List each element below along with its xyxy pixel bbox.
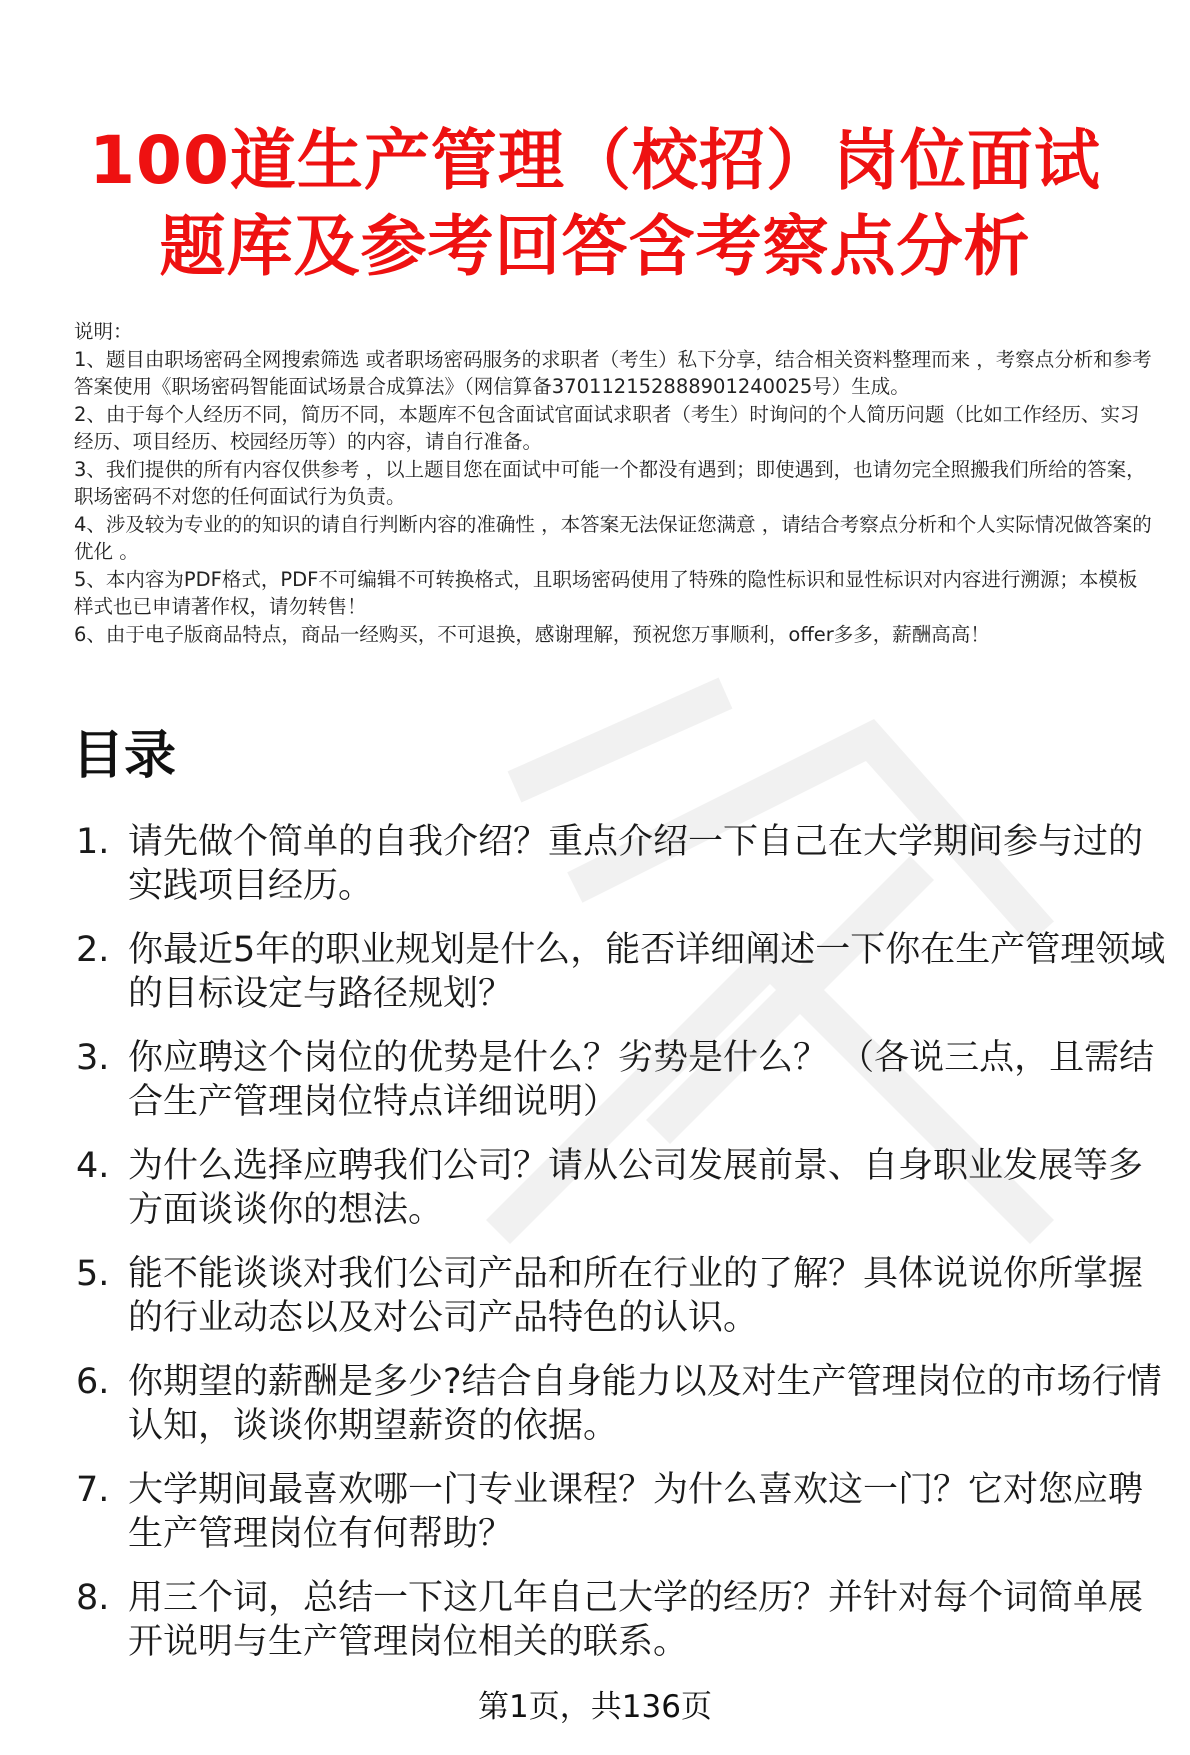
page-number: 第1页，共136页 xyxy=(478,1689,712,1725)
instruction-item: 4、涉及较为专业的的知识的请自行判断内容的准确性 ，本答案无法保证您满意 ，请结合考察点分析和个人实际情况做答案的优化 。 xyxy=(74,512,1152,563)
instruction-item: 3、我们提供的所有内容仅供参考 ，以上题目您在面试中可能一个都没有遇到；即使遇到，也请勿完全照搬我们所给的答案，职场密码不对您的任何面试行为负责。 xyxy=(74,457,1146,508)
instruction-item: 5、本内容为PDF格式，PDF不可编辑不可转换格式，且职场密码使用了特殊的隐性标识和显性标识对内容进行溯源；本模板样式也已申请著作权，请勿转售！ xyxy=(74,567,1138,618)
toc-item[interactable] xyxy=(76,1144,1166,1232)
toc-item-number: 8. xyxy=(76,1578,110,1618)
toc-item-text: 你应聘这个岗位的优势是什么？劣势是什么？ （各说三点，且需结合生产管理岗位特点详细说明） xyxy=(128,1038,1155,1122)
toc-item-text: 你最近5年的职业规划是什么，能否详细阐述一下你在生产管理领域的目标设定与路径规划？ xyxy=(128,930,1166,1014)
toc-item-number: 6. xyxy=(76,1362,110,1402)
toc-item-number: 7. xyxy=(76,1470,110,1510)
toc-item-text: 能不能谈谈对我们公司产品和所在行业的了解？具体说说你所掌握的行业动态以及对公司产品特色的认识。 xyxy=(128,1254,1144,1338)
toc-item-number: 2. xyxy=(76,930,110,970)
instruction-item: 2、由于每个人经历不同，简历不同，本题库不包含面试官面试求职者（考生）时询问的个人简历问题（比如工作经历、实习经历、项目经历、校园经历等）的内容，请自行准备。 xyxy=(74,402,1140,453)
toc-item-text: 用三个词，总结一下这几年自己大学的经历？并针对每个词简单展开说明与生产管理岗位相关的联系。 xyxy=(128,1578,1144,1662)
toc-item-number: 1. xyxy=(76,822,110,862)
document-title: 100道生产管理（校招）岗位面试题库及参考回答含考察点分析 xyxy=(89,122,1101,285)
toc-item[interactable] xyxy=(76,1468,1166,1556)
instruction-item: 1、题目由职场密码全网搜索筛选 或者职场密码服务的求职者（考生）私下分享，结合相关资料整理而来 ，考察点分析和参考答案使用《职场密码智能面试场景合成算法》（网信算备370112152888901240025号）生成。 xyxy=(74,347,1152,398)
toc-item[interactable] xyxy=(76,1252,1166,1340)
toc-item-text: 为什么选择应聘我们公司？请从公司发展前景、自身职业发展等多方面谈谈你的想法。 xyxy=(128,1146,1144,1230)
toc-item[interactable] xyxy=(76,1036,1166,1124)
instructions-heading: 说明： xyxy=(74,320,133,343)
toc-item-text: 你期望的薪酬是多少?结合自身能力以及对生产管理岗位的市场行情认知，谈谈你期望薪资的依据。 xyxy=(128,1362,1162,1446)
toc-item-text: 大学期间最喜欢哪一门专业课程？为什么喜欢这一门？它对您应聘生产管理岗位有何帮助？ xyxy=(128,1470,1144,1554)
toc-item-number: 5. xyxy=(76,1254,110,1294)
toc-item-number: 4. xyxy=(76,1146,110,1186)
toc-heading: 目录 xyxy=(72,726,177,786)
toc-item[interactable] xyxy=(76,1576,1166,1664)
toc-item[interactable] xyxy=(76,928,1166,1016)
toc-item-text: 请先做个简单的自我介绍？重点介绍一下自己在大学期间参与过的实践项目经历。 xyxy=(128,822,1144,906)
toc-item-number: 3. xyxy=(76,1038,110,1078)
instructions-block xyxy=(74,318,1154,648)
instruction-item: 6、由于电子版商品特点，商品一经购买，不可退换，感谢理解，预祝您万事顺利，offer多多，薪酬高高！ xyxy=(74,622,990,646)
toc-item[interactable] xyxy=(76,820,1166,908)
toc-list xyxy=(76,820,1166,1684)
toc-item[interactable] xyxy=(76,1360,1166,1448)
